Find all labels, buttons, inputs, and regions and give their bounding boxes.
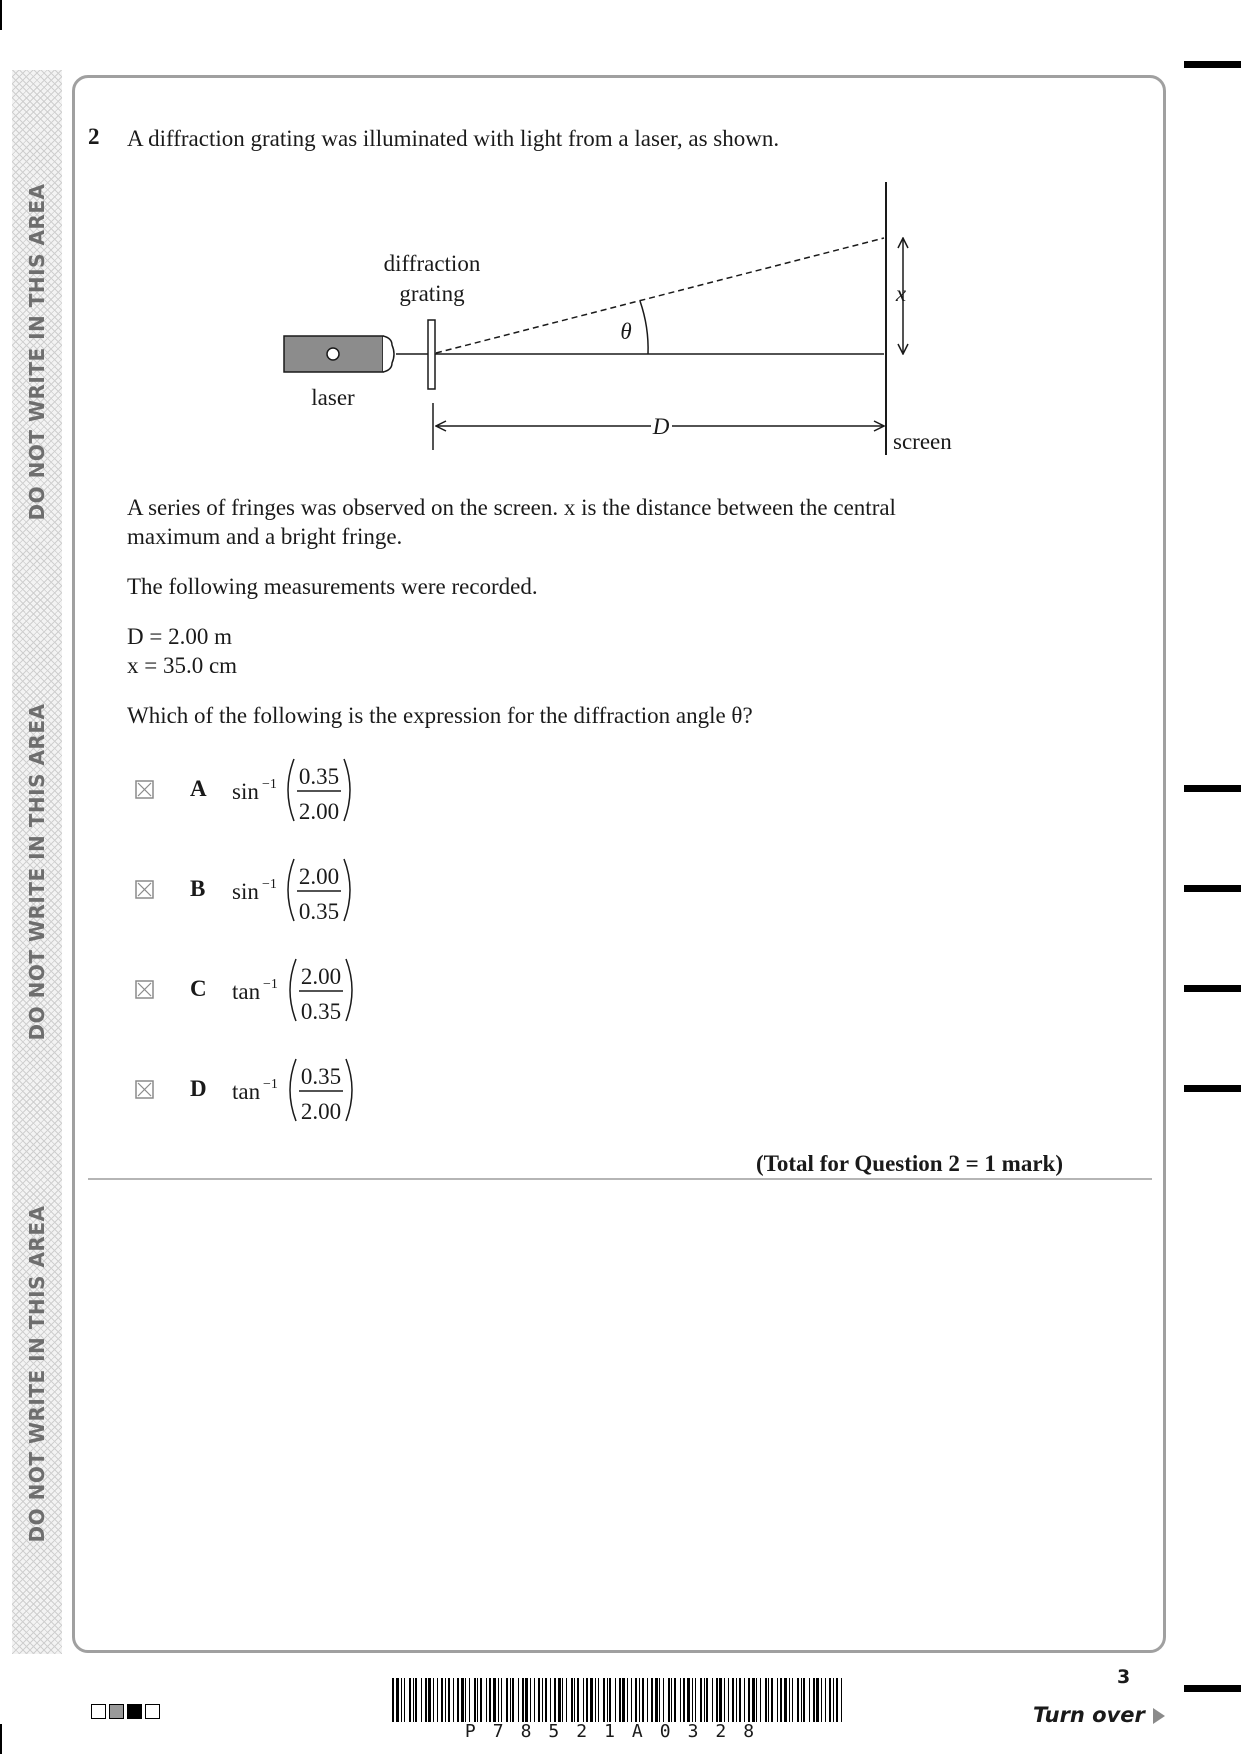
question-total: (Total for Question 2 = 1 mark) — [756, 1151, 1063, 1176]
svg-text:0.35: 0.35 — [298, 899, 340, 924]
option-d-expression — [226, 1055, 366, 1125]
margin-warning: DO NOT WRITE IN THIS AREA — [25, 183, 49, 521]
theta-label: θ — [620, 319, 632, 344]
fringe-paragraph-line2: maximum and a bright fringe. — [127, 524, 403, 549]
grating — [428, 320, 435, 389]
svg-text:2.00: 2.00 — [298, 864, 340, 889]
option-c-expression — [226, 955, 366, 1025]
diffraction-diagram — [0, 0, 1241, 470]
measurement-d: D = 2.00 m — [127, 624, 232, 649]
svg-text:0.35: 0.35 — [300, 999, 342, 1024]
question-stem: A diffraction grating was illuminated with light from a laser, as shown. — [127, 126, 780, 151]
grating-label-line2: grating — [399, 281, 465, 306]
measurement-x: x = 35.0 cm — [127, 653, 238, 678]
registration-squares — [91, 1704, 160, 1719]
option-letter-c: C — [190, 976, 207, 1001]
laser — [284, 336, 394, 372]
fringe-paragraph-line1: A series of fringes was observed on the screen. x is the distance between the central — [127, 495, 896, 520]
svg-text:2.00: 2.00 — [300, 964, 342, 989]
edge-tick — [1184, 1685, 1241, 1692]
svg-text:2.00: 2.00 — [298, 799, 340, 824]
measurements-intro: The following measurements were recorded. — [127, 574, 538, 599]
option-letter-a: A — [190, 776, 207, 801]
answer-box-d[interactable] — [135, 1080, 154, 1099]
margin-warning: DO NOT WRITE IN THIS AREA — [25, 1205, 49, 1543]
corner-mark-bottom — [0, 1724, 2, 1754]
diffracted-ray — [436, 238, 884, 353]
option-b-expression — [226, 855, 366, 925]
answer-box-b[interactable] — [135, 880, 154, 899]
barcode-text: P78521A0328 — [464, 1721, 772, 1742]
edge-tick — [1184, 1085, 1241, 1092]
x-label: x — [895, 281, 907, 306]
svg-text:0.35: 0.35 — [300, 1064, 342, 1089]
answer-box-a[interactable] — [135, 780, 154, 799]
svg-text:sin: sin — [232, 779, 259, 804]
svg-text:0.35: 0.35 — [298, 764, 340, 789]
svg-text:sin: sin — [232, 879, 259, 904]
margin-warning: DO NOT WRITE IN THIS AREA — [25, 703, 49, 1041]
question-prompt: Which of the following is the expression for the diffraction angle θ? — [127, 703, 753, 728]
svg-text:tan: tan — [232, 1079, 261, 1104]
answer-box-c[interactable] — [135, 980, 154, 999]
svg-text:−1: −1 — [262, 777, 277, 792]
turn-over-label: Turn over — [1033, 1703, 1145, 1727]
grating-label-line1: diffraction — [383, 251, 481, 276]
svg-text:tan: tan — [232, 979, 261, 1004]
d-label: D — [652, 414, 670, 439]
page-number: 3 — [1117, 1666, 1131, 1688]
question-number: 2 — [88, 124, 100, 149]
edge-tick — [1184, 885, 1241, 892]
edge-tick — [1184, 785, 1241, 792]
svg-text:−1: −1 — [262, 877, 277, 892]
svg-text:2.00: 2.00 — [300, 1099, 342, 1124]
barcode — [392, 1678, 844, 1722]
option-letter-b: B — [190, 876, 206, 901]
svg-text:−1: −1 — [263, 1077, 278, 1092]
laser-label: laser — [311, 385, 355, 410]
option-a-expression — [226, 755, 366, 825]
svg-text:−1: −1 — [263, 977, 278, 992]
screen-label: screen — [893, 429, 952, 454]
theta-arc — [640, 301, 648, 354]
option-letter-d: D — [190, 1076, 207, 1101]
turn-over-arrow-icon — [1152, 1707, 1166, 1725]
question-divider — [88, 1178, 1152, 1180]
edge-tick — [1184, 985, 1241, 992]
